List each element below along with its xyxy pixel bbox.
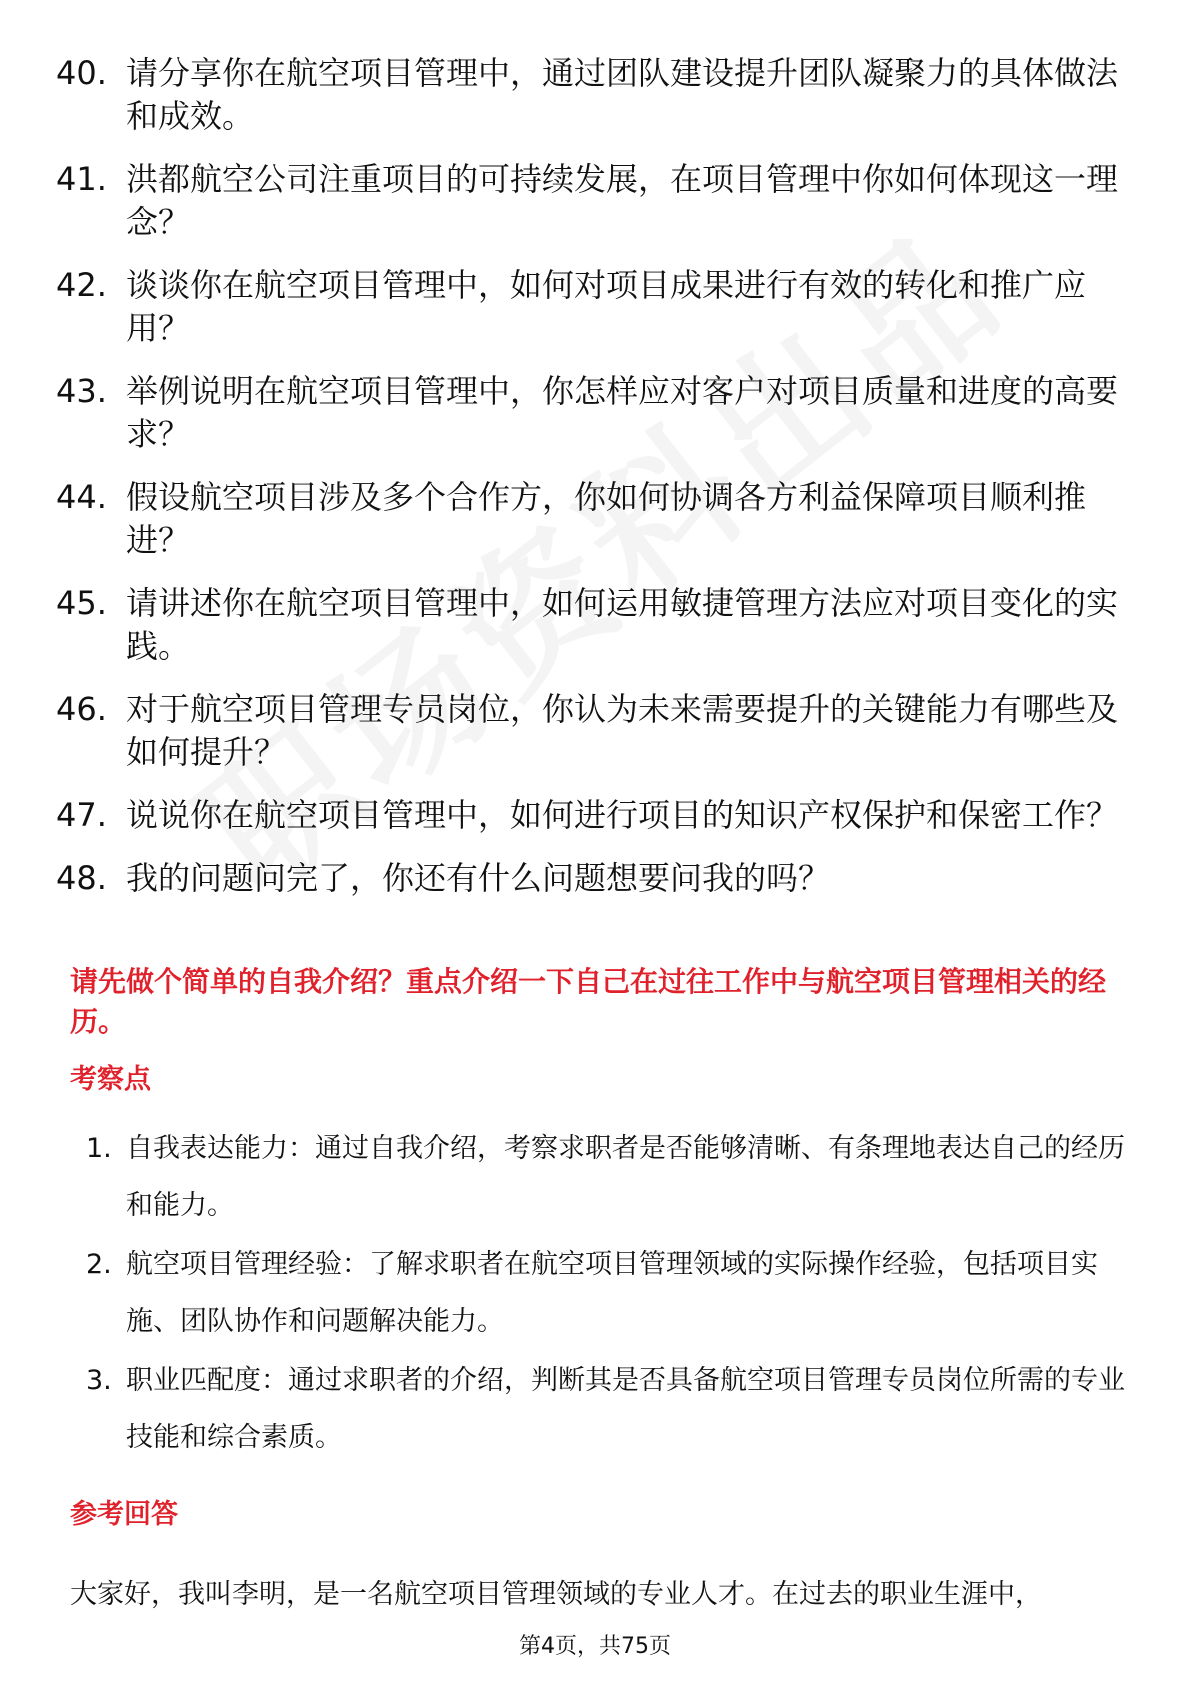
question-number: 44. xyxy=(56,478,107,516)
point-number: 2. xyxy=(86,1249,112,1280)
question-item xyxy=(56,158,1136,244)
question-text: 举例说明在航空项目管理中，你怎样应对客户对项目质量和进度的高要求？ xyxy=(126,372,1119,453)
question-text: 我的问题问完了，你还有什么问题想要问我的吗？ xyxy=(126,859,831,897)
page-footer: 第4页，共75页 xyxy=(519,1634,671,1659)
question-item xyxy=(56,857,1136,900)
question-item xyxy=(56,476,1136,562)
question-number: 45. xyxy=(56,584,107,622)
answer-text: 大家好，我叫李明，是一名航空项目管理领域的专业人才。在过去的职业生涯中， xyxy=(70,1579,1042,1610)
point-number: 1. xyxy=(86,1133,112,1164)
points-heading: 考察点 xyxy=(70,1064,151,1095)
question-number: 48. xyxy=(56,859,107,897)
question-text: 说说你在航空项目管理中，如何进行项目的知识产权保护和保密工作？ xyxy=(126,796,1119,834)
question-number: 41. xyxy=(56,160,107,198)
point-text: 职业匹配度：通过求职者的介绍，判断其是否具备航空项目管理专员岗位所需的专业技能和综合素质。 xyxy=(126,1365,1125,1453)
answer-heading: 参考回答 xyxy=(70,1499,178,1530)
point-item xyxy=(70,1236,1130,1350)
question-text: 请分享你在航空项目管理中，通过团队建设提升团队凝聚力的具体做法和成效。 xyxy=(126,54,1119,135)
question-number: 47. xyxy=(56,796,107,834)
question-number: 40. xyxy=(56,54,107,92)
point-item xyxy=(70,1120,1130,1234)
question-item xyxy=(56,52,1136,138)
question-text: 假设航空项目涉及多个合作方，你如何协调各方利益保障项目顺利推进？ xyxy=(126,478,1087,559)
question-number: 42. xyxy=(56,266,107,304)
points-list xyxy=(70,1120,1130,1468)
point-text: 航空项目管理经验：了解求职者在航空项目管理领域的实际操作经验，包括项目实施、团队协作和问题解决能力。 xyxy=(126,1249,1098,1337)
question-item xyxy=(56,370,1136,456)
point-number: 3. xyxy=(86,1365,112,1396)
question-item xyxy=(56,582,1136,668)
question-item xyxy=(56,794,1136,837)
question-item xyxy=(56,688,1136,774)
question-item xyxy=(56,264,1136,350)
point-item xyxy=(70,1352,1130,1466)
question-text: 谈谈你在航空项目管理中，如何对项目成果进行有效的转化和推广应用？ xyxy=(126,266,1087,347)
question-number: 46. xyxy=(56,690,107,728)
question-number: 43. xyxy=(56,372,107,410)
question-text: 请讲述你在航空项目管理中，如何运用敏捷管理方法应对项目变化的实践。 xyxy=(126,584,1119,665)
section-title: 请先做个简单的自我介绍？重点介绍一下自己在过往工作中与航空项目管理相关的经历。 xyxy=(70,965,1107,1038)
question-list xyxy=(56,52,1136,920)
question-text: 对于航空项目管理专员岗位，你认为未来需要提升的关键能力有哪些及如何提升？ xyxy=(126,690,1119,771)
question-text: 洪都航空公司注重项目的可持续发展，在项目管理中你如何体现这一理念？ xyxy=(126,160,1119,241)
point-text: 自我表达能力：通过自我介绍，考察求职者是否能够清晰、有条理地表达自己的经历和能力。 xyxy=(126,1133,1125,1221)
